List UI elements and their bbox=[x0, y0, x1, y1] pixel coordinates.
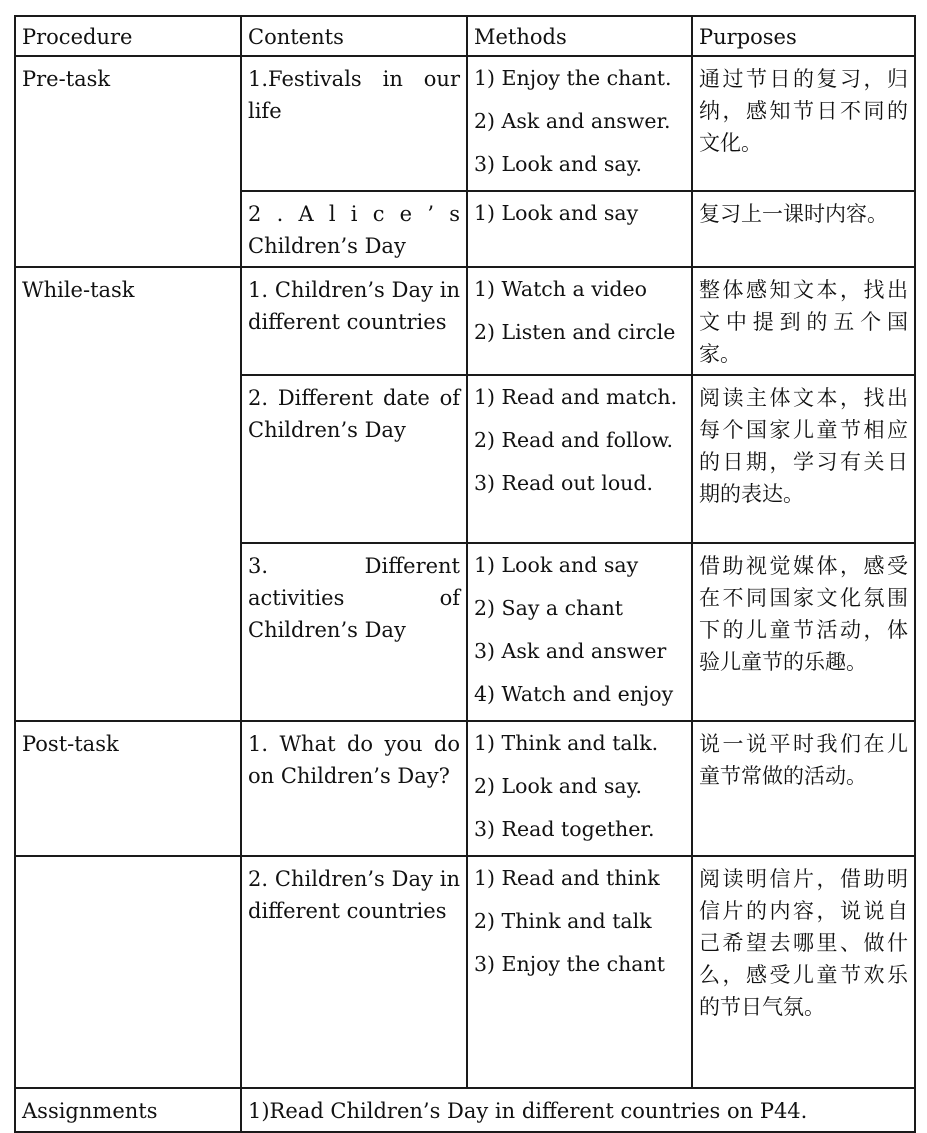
method-item: 1) Read and match. bbox=[474, 385, 678, 409]
table-row bbox=[15, 56, 915, 191]
method-item: 1) Look and say bbox=[474, 553, 639, 577]
content-cell: 2. Children’s Day in different countries bbox=[241, 856, 467, 1088]
methods-cell bbox=[467, 856, 692, 1088]
content-cell: 2. Different date of Children’s Day bbox=[241, 375, 467, 543]
table-row bbox=[15, 721, 915, 856]
assignments-label: Assignments bbox=[15, 1088, 241, 1132]
header-contents: Contents bbox=[241, 16, 467, 56]
lesson-plan-table bbox=[14, 15, 916, 1133]
method-item: 1) Look and say bbox=[474, 201, 639, 225]
purpose-cell: 复习上一课时内容。 bbox=[692, 191, 915, 267]
method-item: 2) Think and talk bbox=[474, 909, 652, 933]
methods-cell bbox=[467, 375, 692, 543]
purpose-cell: 阅读主体文本，找出每个国家儿童节相应的日期，学习有关日期的表达。 bbox=[692, 375, 915, 543]
purpose-cell: 整体感知文本，找出文中提到的五个国家。 bbox=[692, 267, 915, 375]
method-item: 3) Look and say. bbox=[474, 152, 642, 176]
purpose-cell: 通过节日的复习，归纳，感知节日不同的文化。 bbox=[692, 56, 915, 191]
procedure-pre-task: Pre-task bbox=[15, 56, 241, 267]
methods-cell bbox=[467, 543, 692, 721]
methods-cell bbox=[467, 56, 692, 191]
methods-cell bbox=[467, 721, 692, 856]
method-item: 3) Enjoy the chant bbox=[474, 952, 665, 976]
method-item: 2) Look and say. bbox=[474, 774, 642, 798]
content-cell: 1.Festivals in our life bbox=[241, 56, 467, 191]
purpose-cell: 阅读明信片，借助明信片的内容，说说自己希望去哪里、做什么，感受儿童节欢乐的节日气氛。 bbox=[692, 856, 915, 1088]
header-row bbox=[15, 16, 915, 56]
purpose-cell: 借助视觉媒体，感受在不同国家文化氛围下的儿童节活动，体验儿童节的乐趣。 bbox=[692, 543, 915, 721]
content-cell: 1. Children’s Day in different countries bbox=[241, 267, 467, 375]
method-item: 1) Read and think bbox=[474, 866, 660, 890]
header-procedure: Procedure bbox=[15, 16, 241, 56]
methods-cell bbox=[467, 191, 692, 267]
method-item: 3) Ask and answer bbox=[474, 639, 667, 663]
method-item: 2) Listen and circle bbox=[474, 320, 676, 344]
header-methods: Methods bbox=[467, 16, 692, 56]
procedure-post-task: Post-task bbox=[15, 721, 241, 856]
method-item: 2) Read and follow. bbox=[474, 428, 674, 452]
content-cell: 1. What do you do on Children’s Day? bbox=[241, 721, 467, 856]
method-item: 2) Ask and answer. bbox=[474, 109, 671, 133]
method-item: 3) Read out loud. bbox=[474, 471, 654, 495]
method-item: 1) Enjoy the chant. bbox=[474, 66, 672, 90]
method-item: 1) Think and talk. bbox=[474, 731, 659, 755]
content-cell: 2 . A l i c e ’ s Children’s Day bbox=[241, 191, 467, 267]
assignments-row bbox=[15, 1088, 915, 1132]
assignments-text: 1)Read Children’s Day in different countries on P44. bbox=[241, 1088, 915, 1132]
method-item: 1) Watch a video bbox=[474, 277, 647, 301]
purpose-cell: 说一说平时我们在儿童节常做的活动。 bbox=[692, 721, 915, 856]
method-item: 2) Say a chant bbox=[474, 596, 624, 620]
content-cell: 3. Different activities of Children’s Day bbox=[241, 543, 467, 721]
method-item: 3) Read together. bbox=[474, 817, 655, 841]
method-item: 4) Watch and enjoy bbox=[474, 682, 674, 706]
procedure-while-task: While-task bbox=[15, 267, 241, 721]
methods-cell bbox=[467, 267, 692, 375]
table-row bbox=[15, 856, 915, 1088]
procedure-empty-cell bbox=[15, 856, 241, 1088]
header-purposes: Purposes bbox=[692, 16, 915, 56]
table-row bbox=[15, 267, 915, 375]
